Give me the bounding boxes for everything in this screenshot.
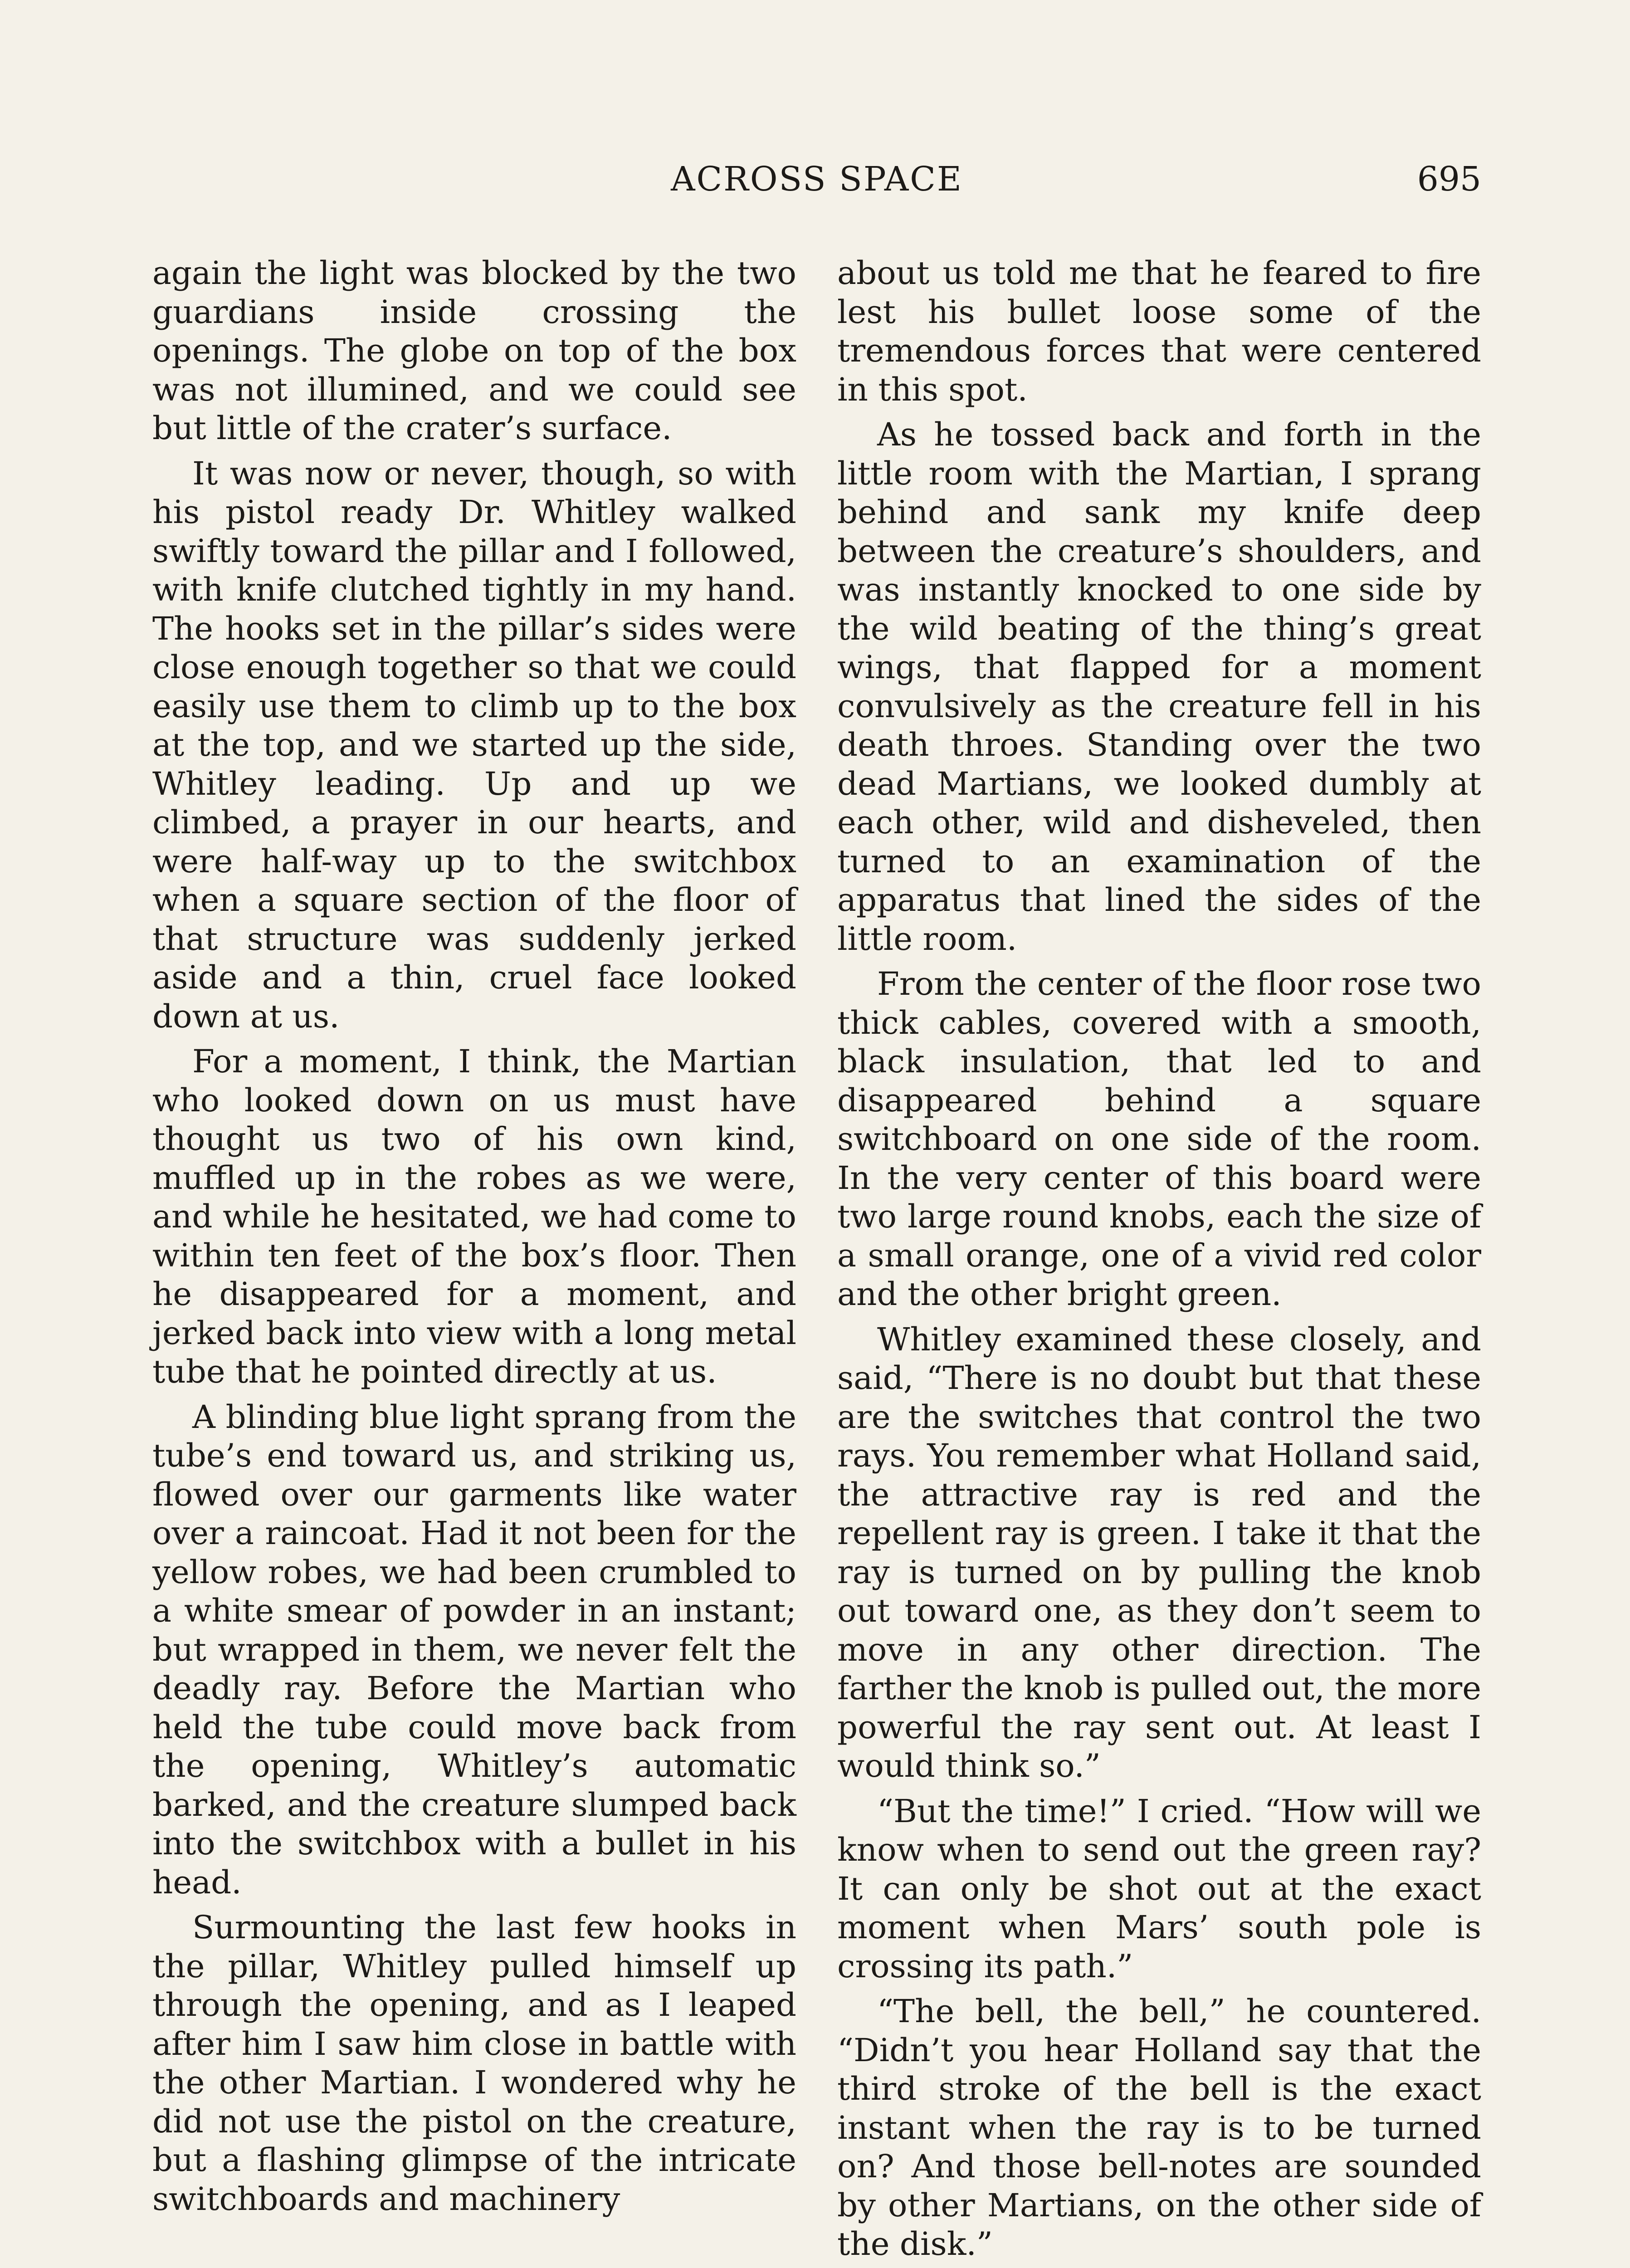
paragraph: Surmounting the last few hooks in the pillar, Whitley pulled himself up through the opening, and as I leaped after him I saw him close in battle with the other Martian. I wondered why he did not use the pistol on the creature, but a flashing glimpse of the intricate switchboards and machinery bbox=[152, 1909, 796, 2218]
paragraph: Whitley examined these closely, and said, “There is no doubt but that these are the switches that control the two rays. You remember what Holland said, the attractive ray is red and the repellent ray is green. I take it that the ray is turned on by pulling the knob out toward one, as they don’t seem to move in any other direction. The farther the knob is pulled out, the more powerful the ray sent out. At least I would think so.” bbox=[837, 1320, 1481, 1784]
page-number: 695 bbox=[1417, 160, 1481, 199]
paragraph: “But the time!” I cried. “How will we know when to send out the green ray? It can only be shot out at the exact moment when Mars’ south pole is crossing its path.” bbox=[837, 1792, 1481, 1985]
paragraph: As he tossed back and forth in the little room with the Martian, I sprang behind and sank my knife deep between the creature’s shoulders, and was instantly knocked to one side by the wild beating of the thing’s great wings, that flapped for a moment convulsively as the creature fell in his death throes. Standing over the two dead Martians, we looked dumbly at each other, wild and disheveled, then turned to an examination of the apparatus that lined the sides of the little room. bbox=[837, 416, 1481, 958]
page-header bbox=[152, 156, 1481, 202]
running-title: ACROSS SPACE bbox=[671, 160, 963, 199]
paragraph: A blinding blue light sprang from the tube’s end toward us, and striking us, flowed over our garments like water over a raincoat. Had it not been for the yellow robes, we had been crumbled to a white smear of powder in an instant; but wrapped in them, we never felt the deadly ray. Before the Martian who held the tube could move back from the opening, Whitley’s automatic barked, and the creature slumped back into the switchbox with a bullet in his head. bbox=[152, 1398, 796, 1901]
paragraph: about us told me that he feared to fire lest his bullet loose some of the tremendous forces that were centered in this spot. bbox=[837, 254, 1481, 408]
paragraph: For a moment, I think, the Martian who looked down on us must have thought us two of his own kind, muffled up in the robes as we were, and while he hesitated, we had come to within ten feet of the box’s floor. Then he disappeared for a moment, and jerked back into view with a long metal tube that he pointed directly at us. bbox=[152, 1043, 796, 1390]
paragraph: again the light was blocked by the two guardians inside crossing the openings. The globe on top of the box was not illumined, and we could see but little of the crater’s surface. bbox=[152, 254, 796, 447]
right-column bbox=[837, 254, 1481, 2268]
left-column bbox=[152, 254, 796, 2225]
paragraph: It was now or never, though, so with his pistol ready Dr. Whitley walked swiftly toward the pillar and I followed, with knife clutched tightly in my hand. The hooks set in the pillar’s sides were close enough together so that we could easily use them to climb up to the box at the top, and we started up the side, Whitley leading. Up and up we climbed, a prayer in our hearts, and were half-way up to the switchbox when a square section of the floor of that structure was suddenly jerked aside and a thin, cruel face looked down at us. bbox=[152, 455, 796, 1035]
paragraph: From the center of the floor rose two thick cables, covered with a smooth, black insulation, that led to and disappeared behind a square switchboard on one side of the room. In the very center of this board were two large round knobs, each the size of a small orange, one of a vivid red color and the other bright green. bbox=[837, 965, 1481, 1313]
paragraph: “The bell, the bell,” he countered. “Didn’t you hear Holland say that the third stroke of the bell is the exact instant when the ray is to be turned on? And those bell-notes are sounded by other Martians, on the other side of the disk.” bbox=[837, 1993, 1481, 2263]
